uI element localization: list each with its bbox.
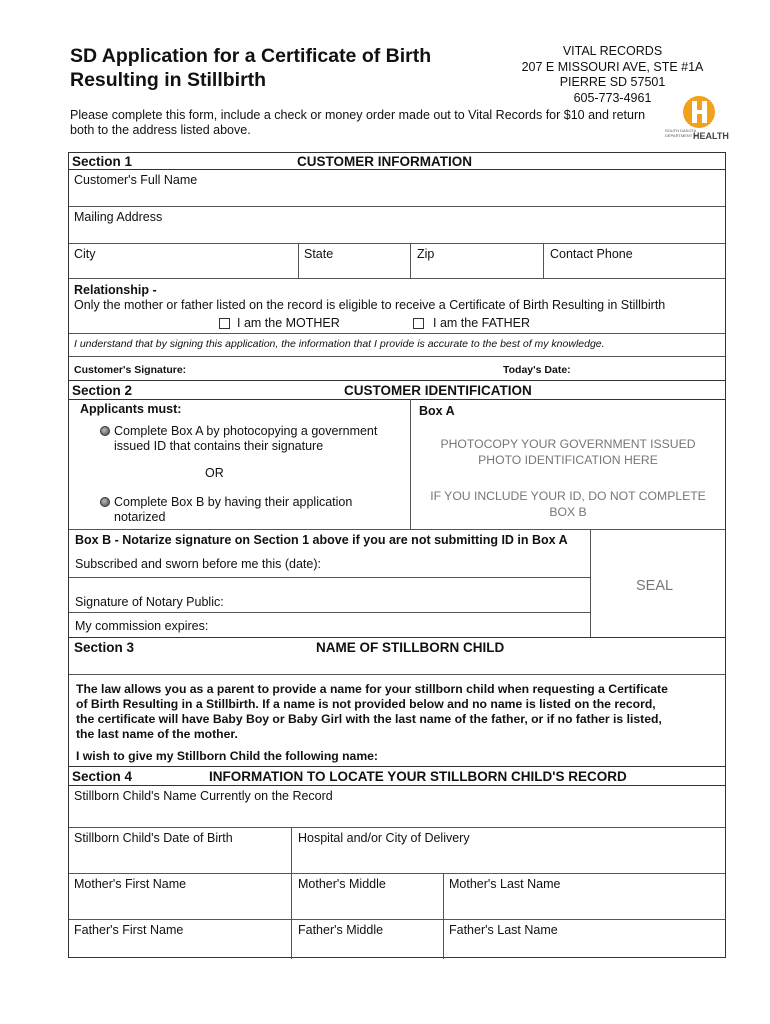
option-b-bullet-icon [100, 497, 110, 507]
intro-text: Please complete this form, include a check or money order made out to Vital Records for $10 and return both to the address listed above. [70, 108, 646, 137]
wish-name-label: I wish to give my Stillborn Child the following name: [76, 749, 378, 763]
notary-signature-field[interactable] [234, 587, 587, 609]
or-label: OR [205, 466, 224, 480]
mailing-address-field[interactable] [70, 226, 724, 243]
option-a-line1: Complete Box A by photocopying a government [114, 424, 378, 438]
state-label: State [304, 247, 334, 261]
section1-label: Section 1 [72, 154, 133, 169]
father-checkbox-label: I am the FATHER [433, 316, 531, 330]
office-city: PIERRE SD 57501 [559, 75, 666, 89]
form-title [70, 44, 500, 92]
mother-first-label: Mother's First Name [74, 877, 187, 891]
law-paragraph [76, 682, 696, 742]
section1-title: CUSTOMER INFORMATION [297, 154, 472, 169]
box-b-heading: Box B - Notarize signature on Section 1 above if you are not submitting ID in Box A [75, 533, 568, 547]
customer-full-name-field[interactable] [70, 189, 724, 206]
law-line4: the last name of the mother. [76, 727, 238, 741]
zip-label: Zip [417, 247, 435, 261]
section3-title: NAME OF STILLBORN CHILD [316, 640, 505, 655]
office-name: VITAL RECORDS [562, 44, 663, 58]
office-street: 207 E MISSOURI AVE, STE #1A [521, 59, 704, 74]
relationship-label: Relationship - [74, 283, 157, 297]
include-line1: IF YOU INCLUDE YOUR ID, DO NOT COMPLETE [430, 489, 706, 503]
customer-full-name-label: Customer's Full Name [74, 173, 198, 187]
notary-signature-label: Signature of Notary Public: [75, 595, 224, 609]
logo-caption-line1: SOUTH DAKOTA [665, 128, 697, 133]
understand-statement: I understand that by signing this application, the information that I provide is accurate to the best of my knowledge. [74, 338, 605, 350]
box-a-note [411, 488, 725, 520]
law-line1: The law allows you as a parent to provide a name for your stillborn child when requesting a Certificate [76, 682, 668, 696]
law-line3: the certificate will have Baby Boy or Baby Girl with the last name of the father, or if no father is listed, [76, 712, 662, 726]
father-last-label: Father's Last Name [449, 923, 558, 937]
father-first-label: Father's First Name [74, 923, 184, 937]
option-a-bullet-icon [100, 426, 110, 436]
office-phone: 605-773-4961 [573, 90, 652, 105]
stillborn-name-field[interactable] [399, 745, 723, 763]
contact-phone-label: Contact Phone [550, 247, 633, 261]
section4-title: INFORMATION TO LOCATE YOUR STILLBORN CHILD'S RECORD [209, 769, 627, 784]
law-line2: of Birth Resulting in a Stillbirth. If a name is not provided below and no name is listed on the record, [76, 697, 656, 711]
customer-signature-field[interactable] [199, 359, 479, 377]
subscribed-date-field[interactable] [329, 553, 587, 573]
relationship-note: Only the mother or father listed on the record is eligible to receive a Certificate of Birth Resulting in Stillbirth [74, 298, 666, 312]
current-name-field[interactable] [70, 805, 724, 827]
form-title-line1: SD Application for a Certificate of Birth [70, 45, 432, 67]
customer-signature-label: Customer's Signature: [74, 364, 187, 376]
box-a-label: Box A [419, 404, 455, 418]
photocopy-line1: PHOTOCOPY YOUR GOVERNMENT ISSUED [440, 437, 696, 451]
todays-date-label: Today's Date: [503, 364, 571, 376]
option-b-line2: notarized [114, 510, 166, 524]
mother-middle-label: Mother's Middle [298, 877, 386, 891]
application-form [68, 152, 726, 958]
date-of-birth-label: Stillborn Child's Date of Birth [74, 831, 233, 845]
subscribed-label: Subscribed and sworn before me this (date): [75, 557, 321, 571]
father-checkbox[interactable] [413, 318, 424, 329]
todays-date-field[interactable] [579, 359, 723, 377]
hospital-city-label: Hospital and/or City of Delivery [298, 831, 470, 845]
include-line2: BOX B [549, 505, 587, 519]
option-a-line2: issued ID that contains their signature [114, 439, 324, 453]
section2-label: Section 2 [72, 383, 133, 398]
section2-title: CUSTOMER IDENTIFICATION [344, 383, 532, 398]
father-middle-label: Father's Middle [298, 923, 384, 937]
mother-last-label: Mother's Last Name [449, 877, 561, 891]
current-name-label: Stillborn Child's Name Currently on the Record [74, 789, 333, 803]
mother-checkbox-label: I am the MOTHER [237, 316, 340, 330]
mother-checkbox[interactable] [219, 318, 230, 329]
form-title-line2: Resulting in Stillbirth [70, 69, 267, 91]
commission-expires-label: My commission expires: [75, 619, 209, 633]
photocopy-line2: PHOTO IDENTIFICATION HERE [478, 453, 658, 467]
box-a-photocopy-area [411, 436, 725, 468]
city-label: City [74, 247, 96, 261]
logo-caption-line2: DEPARTMENT OF [665, 132, 699, 138]
section4-label: Section 4 [72, 769, 133, 784]
section3-label: Section 3 [74, 640, 135, 655]
sd-health-logo [665, 95, 727, 143]
applicants-must-label: Applicants must: [80, 402, 182, 416]
seal-label: SEAL [636, 578, 674, 594]
mailing-address-label: Mailing Address [74, 210, 163, 224]
logo-health-word: HEALTH [693, 131, 729, 141]
option-b-line1: Complete Box B by having their application [114, 495, 353, 509]
